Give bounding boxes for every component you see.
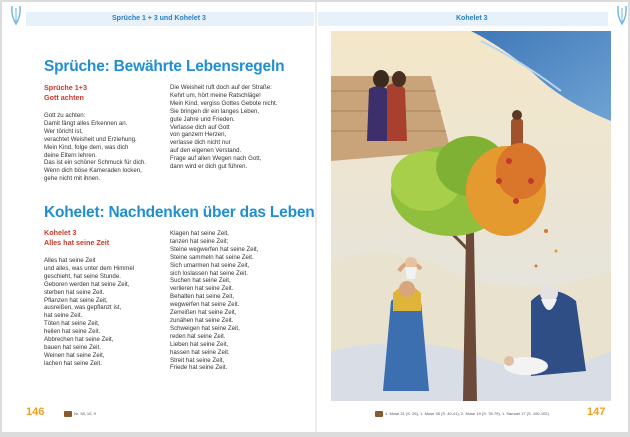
text-line: und alles, was unter dem Himmel bbox=[44, 264, 135, 272]
text-line: Streit hat seine Zeit, bbox=[170, 356, 225, 364]
text-line: heilen hat seine Zeit. bbox=[44, 328, 101, 336]
text-column-kohelet-1 bbox=[44, 257, 134, 368]
text-line: Friede hat seine Zeit. bbox=[170, 364, 228, 372]
footnote-left bbox=[64, 411, 96, 417]
text-line: Sich umarmen hat seine Zeit, bbox=[170, 261, 250, 269]
section-title-kohelet: Kohelet: Nachdenken über das Leben bbox=[44, 204, 315, 221]
text-line: zunähen hat seine Zeit. bbox=[170, 316, 234, 324]
text-line: reden hat seine Zeit. bbox=[170, 332, 226, 340]
text-column-sprueche-2 bbox=[170, 84, 277, 171]
text-line: Gott zu achten: bbox=[44, 112, 86, 119]
text-line: deine Eltern lehren. bbox=[44, 151, 97, 159]
page-number-right: 147 bbox=[587, 406, 606, 418]
text-line: verlieren hat seine Zeit. bbox=[170, 285, 234, 293]
illustration bbox=[331, 31, 611, 401]
text-line: Abbrechen hat seine Zeit, bbox=[44, 336, 114, 344]
text-line: Geboren werden hat seine Zeit, bbox=[44, 280, 130, 288]
text-line: bauen hat seine Zeit. bbox=[44, 343, 101, 351]
text-line: tanzen hat seine Zeit; bbox=[170, 237, 229, 245]
page-gutter bbox=[315, 2, 317, 432]
text-line: lachen hat seine Zeit. bbox=[44, 359, 102, 367]
text-line: Damit fängt alles Erkennen an. bbox=[44, 119, 128, 127]
text-line: Das ist ein schöner Schmuck für dich. bbox=[44, 159, 146, 167]
text-line: Kehrt um, hört meine Ratschläge! bbox=[170, 91, 261, 99]
text-line: Zerreißen hat seine Zeit, bbox=[170, 309, 237, 317]
footnote-left-text: Nr. 38, 10, 9 bbox=[74, 411, 96, 417]
section-ref-kohelet: Kohelet 3 bbox=[44, 228, 77, 237]
text-line: Alles hat seine Zeit bbox=[44, 257, 96, 264]
text-column-kohelet-2 bbox=[170, 230, 258, 372]
section-subtitle-sprueche: Gott achten bbox=[44, 93, 84, 102]
text-line: Verlasse dich auf Gott bbox=[170, 123, 230, 131]
text-line: hat seine Zeit. bbox=[44, 312, 83, 320]
book-spread bbox=[2, 2, 628, 432]
text-line: dann wird er dich gut führen. bbox=[170, 163, 248, 171]
text-line: auf den eigenen Verstand. bbox=[170, 147, 242, 155]
text-line: Mein Kind, folge dem, was dich bbox=[44, 143, 129, 151]
text-line: Steine sammeln hat seine Zeit. bbox=[170, 253, 254, 261]
footnote-right bbox=[375, 411, 550, 417]
text-line: Lieben hat seine Zeit, bbox=[170, 340, 229, 348]
text-line: gute Jahre und Frieden. bbox=[170, 115, 235, 123]
text-line: Klagen hat seine Zeit, bbox=[170, 230, 229, 237]
bookmark-icon bbox=[10, 4, 22, 26]
text-line: gehe nicht mit ihnen. bbox=[44, 175, 101, 183]
text-line: Wenn dich böse Kameraden locken, bbox=[44, 167, 142, 175]
bookmark-icon bbox=[616, 4, 628, 26]
text-line: Wer töricht ist, bbox=[44, 127, 83, 135]
header-title-left: Sprüche 1 + 3 und Kohelet 3 bbox=[112, 15, 206, 22]
text-line: Frage auf allen Wegen nach Gott, bbox=[170, 155, 262, 163]
text-line: Die Weisheit ruft doch auf der Straße: bbox=[170, 84, 272, 91]
page-number-left: 146 bbox=[26, 406, 45, 418]
text-line: sterben hat seine Zeit. bbox=[44, 288, 105, 296]
section-subtitle-kohelet: Alles hat seine Zeit bbox=[44, 238, 110, 247]
text-line: Schweigen hat seine Zeit, bbox=[170, 324, 240, 332]
section-ref-sprueche: Sprüche 1+3 bbox=[44, 83, 87, 92]
text-line: hassen hat seine Zeit. bbox=[170, 348, 230, 356]
text-column-sprueche-1 bbox=[44, 112, 146, 183]
text-line: wegwerfen hat seine Zeit. bbox=[170, 301, 240, 309]
text-line: Suchen hat seine Zeit, bbox=[170, 277, 231, 285]
text-line: verachtet Weisheit und Erziehung. bbox=[44, 135, 137, 143]
text-line: von ganzem Herzen, bbox=[170, 131, 227, 139]
text-line: Weinen hat seine Zeit, bbox=[44, 351, 105, 359]
text-line: ausreißen, was gepflanzt ist, bbox=[44, 304, 122, 312]
header-band-right bbox=[318, 12, 608, 26]
text-line: sich loslassen hat seine Zeit. bbox=[170, 269, 248, 277]
text-line: verlasse dich nicht nur bbox=[170, 139, 231, 147]
text-line: Steine wegwerfen hat seine Zeit, bbox=[170, 245, 259, 253]
header-band-left bbox=[26, 12, 314, 26]
text-line: Töten hat seine Zeit, bbox=[44, 320, 100, 328]
footnote-right-text: 1. Mose 21 (S. 26), 1. Mose 35 (S. 40-41), 2. Mose 19 (S. 78-79), 1. Samuel 17 (S. 100-102). bbox=[385, 411, 550, 417]
book-icon bbox=[375, 411, 383, 417]
text-line: Pflanzen hat seine Zeit, bbox=[44, 296, 108, 304]
header-title-right: Kohelet 3 bbox=[456, 15, 488, 22]
text-line: Behalten hat seine Zeit, bbox=[170, 293, 235, 301]
text-line: Mein Kind, vergiss Gottes Gebote nicht. bbox=[170, 99, 278, 107]
text-line: geschieht, hat seine Stunde. bbox=[44, 272, 121, 280]
text-line: Sie bringen dir ein langes Leben, bbox=[170, 107, 260, 115]
book-icon bbox=[64, 411, 72, 417]
section-title-sprueche: Sprüche: Bewährte Lebensregeln bbox=[44, 58, 285, 75]
